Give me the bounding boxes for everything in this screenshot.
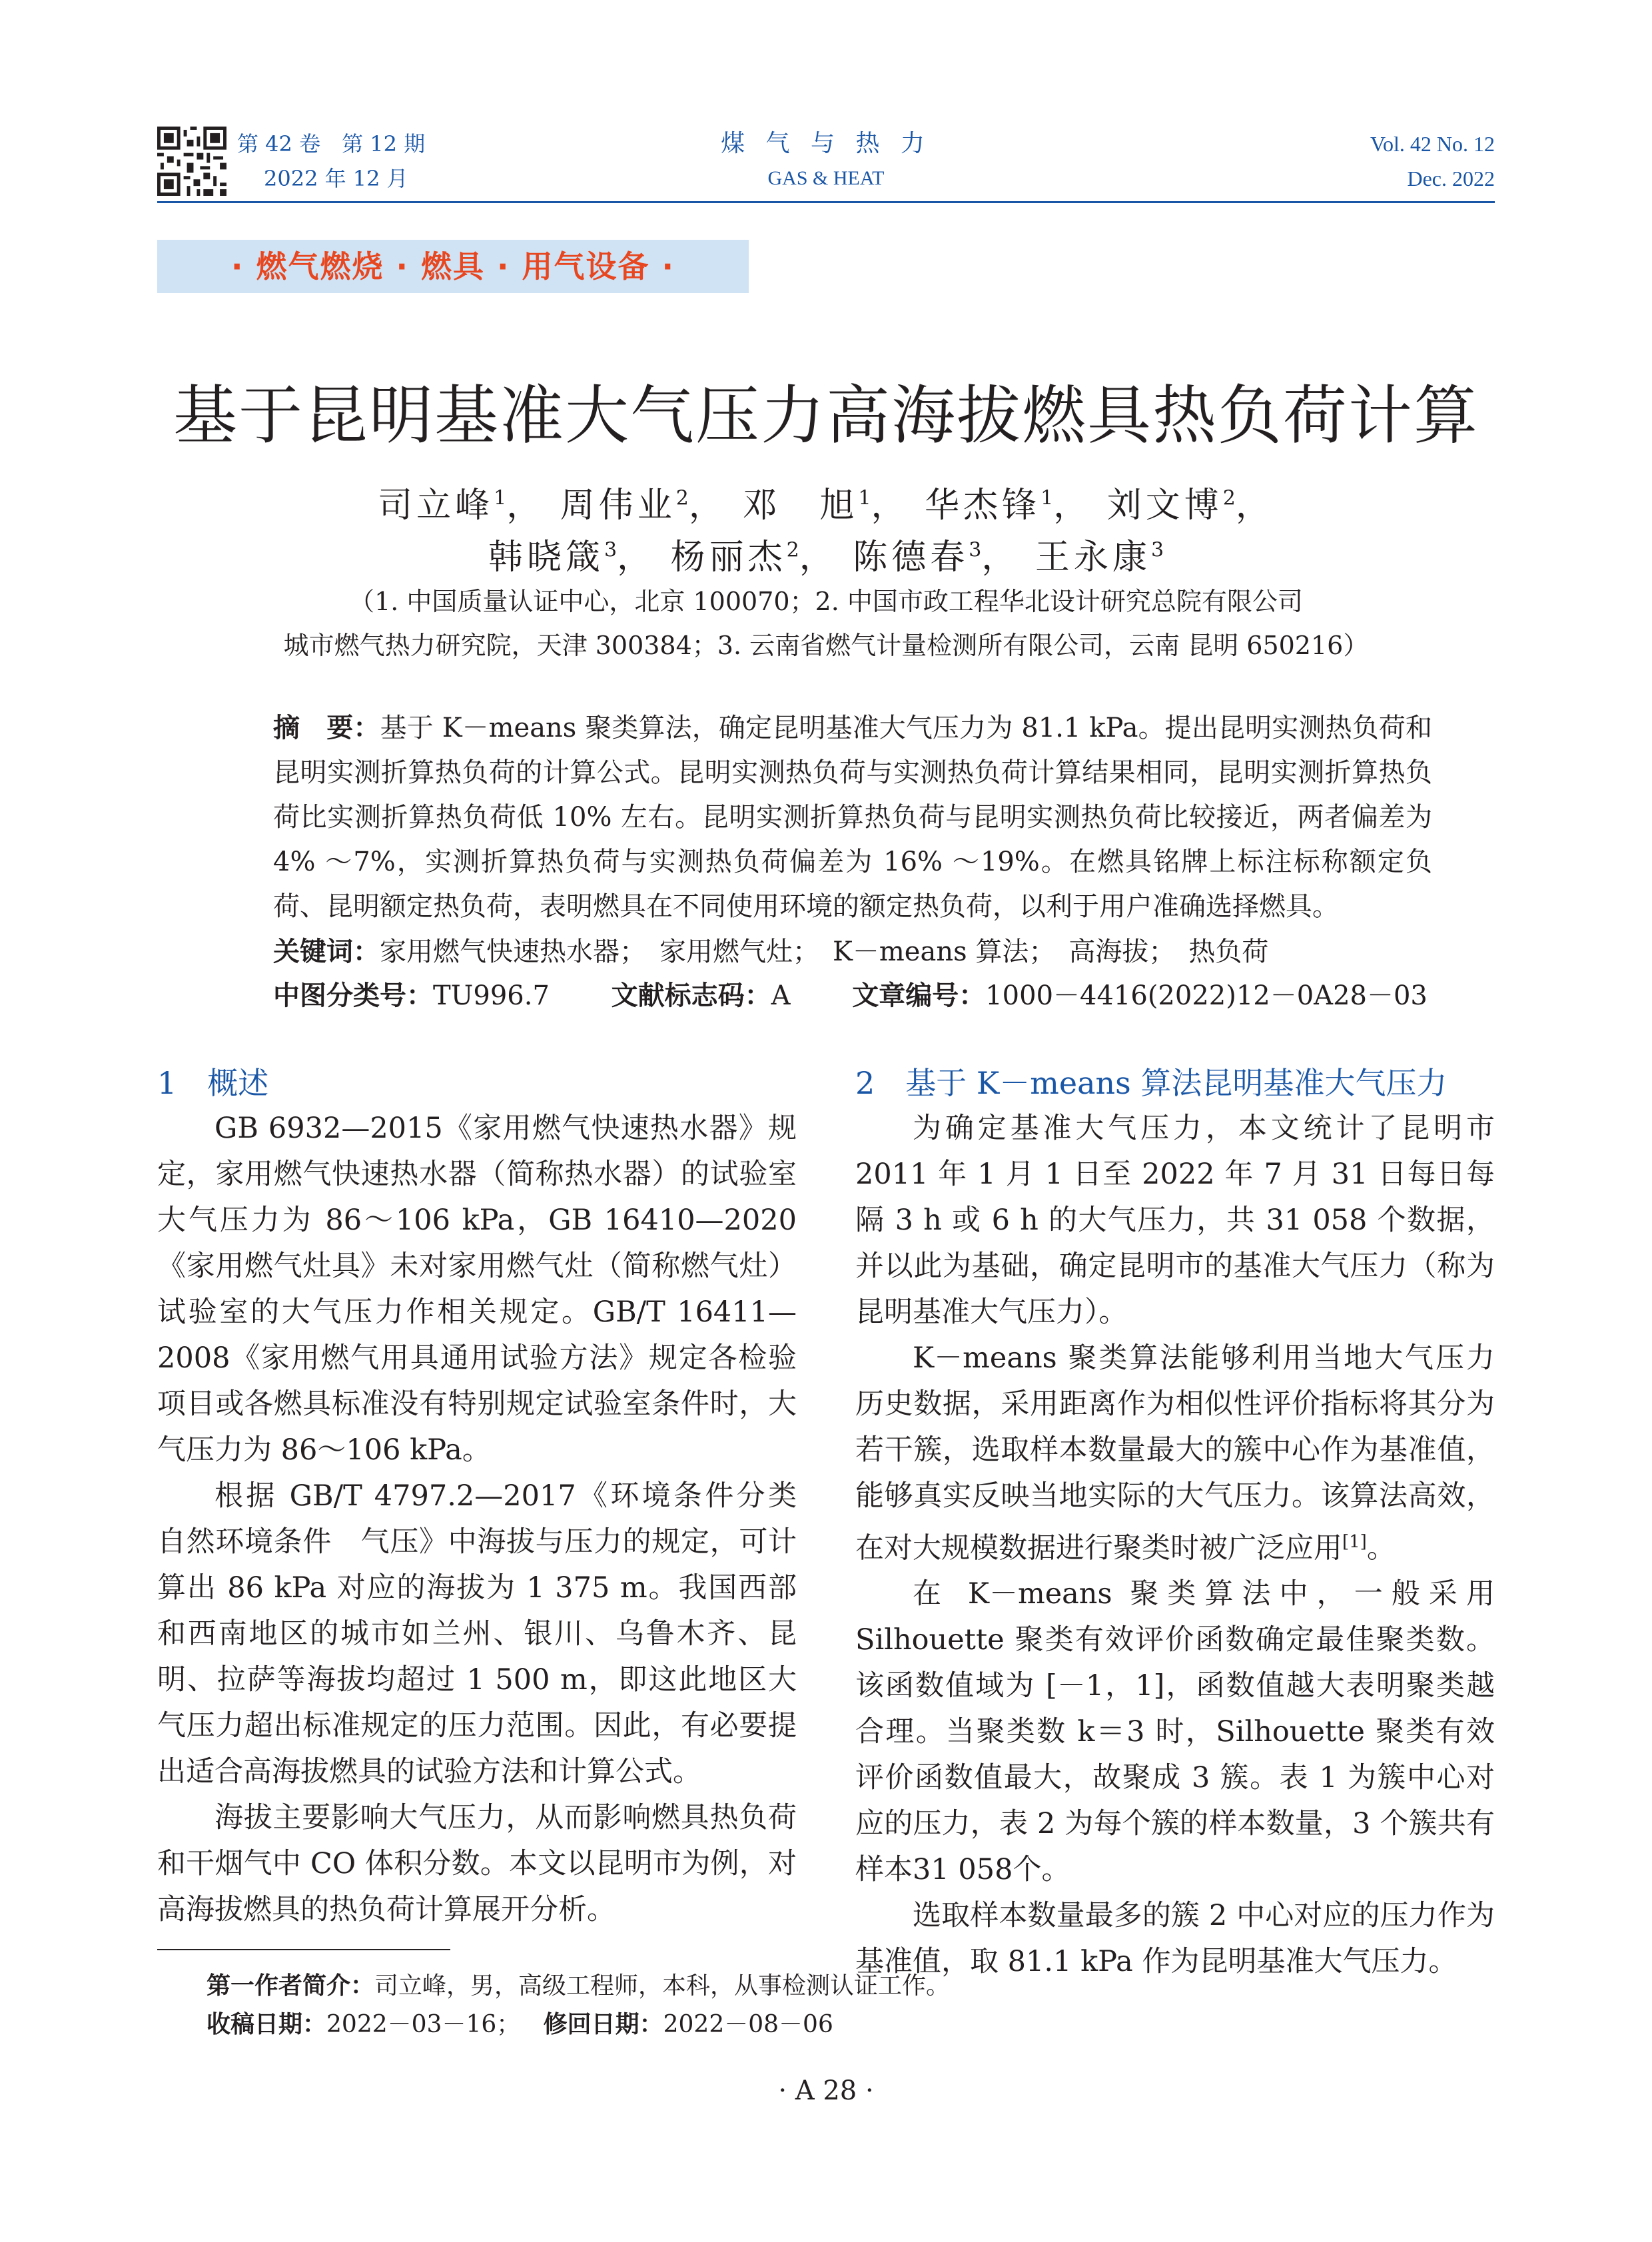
section-tag: · 燃气燃烧 · 燃具 · 用气设备 · xyxy=(157,240,749,293)
doc-code-value: A xyxy=(771,980,791,1011)
left-column-body xyxy=(157,1106,825,1933)
header-date-en: Dec. 2022 xyxy=(1407,167,1495,190)
paragraph: GB 6932—2015《家用燃气快速热水器》规定，家用燃气快速热水器（简称热水器）的试验室大气压力为 86～106 kPa，GB 16410—2020《家用燃气灶具》未对家用燃气灶（简称燃气灶）试验室的大气压力作相关规定。GB/T 16411—2008《家用燃气用具通用试验方法》规定各检验项目或各燃具标准没有特别规定试验室条件时，大气压力为 86～106 kPa。 xyxy=(157,1112,797,1467)
header-issue-info xyxy=(237,127,425,196)
author: 陈德春$^3$， xyxy=(853,538,1021,577)
keywords xyxy=(273,930,1322,974)
author: 杨丽杰$^2$， xyxy=(670,538,838,577)
affiliation-line-2: 城市燃气热力研究院，天津 300384；3. 云南省燃气计量检测所有限公司，云南 昆明 650216） xyxy=(283,631,1369,660)
author-line-1 xyxy=(0,477,1652,527)
citation-ref: [1] xyxy=(1342,1532,1367,1552)
author: 周伟业$^2$， xyxy=(560,486,727,526)
page-number: · A 28 · xyxy=(778,2075,874,2106)
paragraph: 在 K－means 聚类算法中，一般采用 Silhouette 聚类有效评价函数确定最佳聚类数。该函数值域为 [－1，1]，函数值越大表明聚类越合理。当聚类数 k＝3 时，Silhouette 聚类有效评价函数值最大，故聚成 3 簇。表 1 为簇中心对应的压力，表 2 为每个簇的样本数量，3 个簇共有样本31 058个。 xyxy=(855,1577,1495,1887)
footnote-author-label: 第一作者简介： xyxy=(206,1972,375,2000)
author: 司立峰$^1$， xyxy=(378,486,546,526)
footnote-dates xyxy=(206,2006,833,2044)
doc-code-label: 文献标志码： xyxy=(611,980,771,1011)
journal-name-cn: 煤 气 与 热 力 xyxy=(721,130,931,157)
paragraph: 选取样本数量最多的簇 2 中心对应的压力作为基准值，取 81.1 kPa 作为昆明基准大气压力。 xyxy=(855,1899,1495,1979)
received-date: 2022－03－16； xyxy=(326,2011,521,2038)
author: 刘文博$^2$， xyxy=(1106,486,1274,526)
keywords-text: 家用燃气快速热水器； 家用燃气灶； K－means 算法； 高海拔； 热负荷 xyxy=(380,936,1269,967)
header-vol-no: Vol. 42 No. 12 xyxy=(1370,132,1495,156)
header-volume-en xyxy=(1370,127,1495,196)
author: 韩晓箴$^3$， xyxy=(488,538,656,577)
abstract xyxy=(273,706,1432,929)
paragraph: 根据 GB/T 4797.2—2017《环境条件分类 自然环境条件 气压》中海拔与压力的规定，可计算出 86 kPa 对应的海拔为 1 375 m。我国西部和西南地区的城市如兰州、银川、乌鲁木齐、昆明、拉萨等海拔均超过 1 500 m，即这此地区大气压力超出标准规定的压力范围。因此，有必要提出适合高海拔燃具的试验方法和计算公式。 xyxy=(157,1479,825,1788)
author: 王永康$^3$ xyxy=(1034,538,1164,577)
abstract-text: 基于 K－means 聚类算法，确定昆明基准大气压力为 81.1 kPa。提出昆明实测热负荷和昆明实测折算热负荷的计算公式。昆明实测热负荷与实测热负荷计算结果相同，昆明实测折算热负荷比实测折算热负荷低 10% 左右。昆明实测折算热负荷与昆明实测热负荷比较接近，两者偏差为 4% ～7%，实测折算热负荷与实测热负荷偏差为 16% ～19%。在燃具铭牌上标注标称额定负荷、昆明额定热负荷，表明燃具在不同使用环境的额定热负荷，以利于用户准确选择燃具。 xyxy=(273,713,1433,922)
header-volume-issue: 第 42 卷 第 12 期 xyxy=(237,131,426,157)
article-no-label: 文章编号： xyxy=(852,980,986,1011)
header-rule xyxy=(157,201,1495,203)
classification-line xyxy=(273,974,1481,1018)
affiliation-line-1: （1. 中国质量认证中心，北京 100070；2. 中国市政工程华北设计研究总院有限公司 xyxy=(349,587,1303,616)
qr-code-icon xyxy=(157,127,226,196)
paragraph: 为确定基准大气压力，本文统计了昆明市 2011 年 1 月 1 日至 2022 年 7 月 31 日每日每隔 3 h 或 6 h 的大气压力，共 31 058 个数据，并以此为基础，确定昆明市的基准大气压力（称为昆明基准大气压力）。 xyxy=(855,1112,1495,1329)
keywords-label: 关键词： xyxy=(273,936,380,967)
section-heading-2: 2 基于 K－means 算法昆明基准大气压力 xyxy=(855,1065,1447,1101)
footnote-author xyxy=(206,1968,950,2005)
author-line-2 xyxy=(0,529,1652,579)
abstract-label: 摘 要： xyxy=(273,713,380,743)
article-title: 基于昆明基准大气压力高海拔燃具热负荷计算 xyxy=(173,378,1479,453)
footnote-rule xyxy=(157,1949,450,1950)
author: 华杰锋$^1$， xyxy=(925,486,1092,526)
paragraph: 海拔主要影响大气压力，从而影响燃具热负荷和干烟气中 CO 体积分数。本文以昆明市为例，对高海拔燃具的热负荷计算展开分析。 xyxy=(157,1801,797,1926)
clc-label: 中图分类号： xyxy=(273,980,433,1011)
received-label: 收稿日期： xyxy=(206,2011,327,2038)
article-no-value: 1000－4416(2022)12－0A28－03 xyxy=(985,980,1428,1011)
section-heading-1: 1 概述 xyxy=(157,1065,269,1101)
header-date-cn: 2022 年 12 月 xyxy=(264,166,408,191)
revised-date: 2022－08－06 xyxy=(663,2011,833,2038)
header-journal-name xyxy=(693,127,959,196)
right-column-body xyxy=(855,1106,1495,1985)
paragraph: K－means 聚类算法能够利用当地大气压力历史数据，采用距离作为相似性评价指标将其分为若干簇，选取样本数量最大的簇中心作为基准值，能够真实反映当地实际的大气压力。该算法高效，在对大规模数据进行聚类时被广泛应用[1]。 xyxy=(855,1341,1495,1565)
revised-label: 修回日期： xyxy=(543,2011,663,2038)
journal-name-en: GAS & HEAT xyxy=(767,167,885,189)
author: 邓 旭$^1$， xyxy=(742,486,910,526)
clc-value: TU996.7 xyxy=(433,980,550,1011)
footnote-author-text: 司立峰，男，高级工程师，本科，从事检测认证工作。 xyxy=(374,1972,951,2000)
